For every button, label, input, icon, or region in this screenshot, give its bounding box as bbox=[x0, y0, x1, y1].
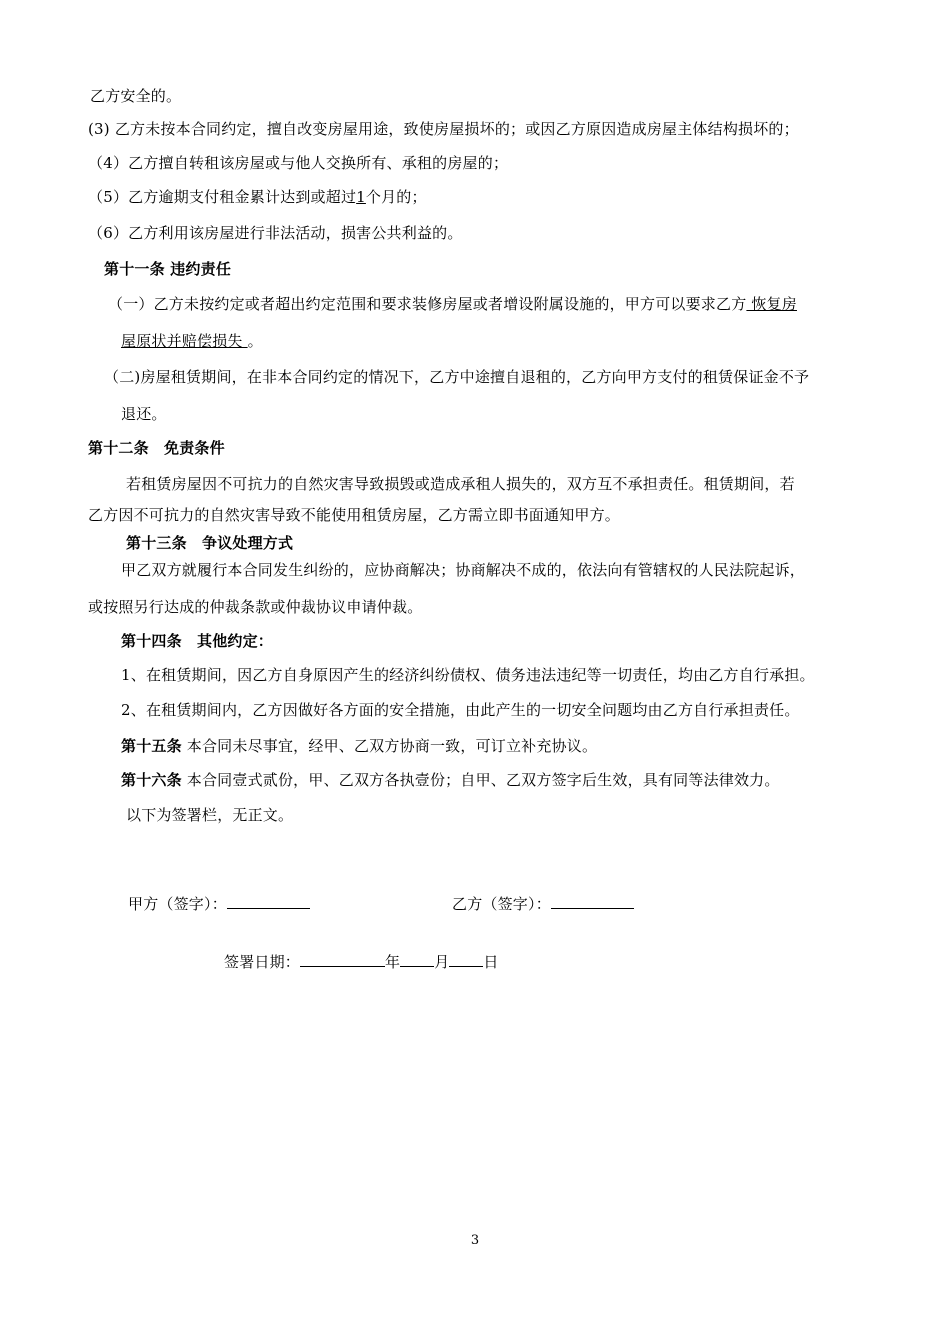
clause11-title: 第十一条 违约责任 bbox=[104, 260, 232, 278]
signing-date-label: 签署日期： bbox=[224, 953, 301, 971]
clause12-title: 第十二条 免责条件 bbox=[88, 439, 225, 457]
clause12-line1: 若租赁房屋因不可抗力的自然灾害导致损毁或造成承租人损失的，双方互不承担责任。租赁期间，若 bbox=[126, 475, 795, 493]
clause11-para1-line2 bbox=[121, 331, 263, 351]
clause12-line2: 乙方因不可抗力的自然灾害导致不能使用租赁房屋，乙方需立即书面通知甲方。 bbox=[88, 506, 621, 524]
clause16 bbox=[121, 770, 780, 790]
clause13-title: 第十三条 争议处理方式 bbox=[126, 534, 294, 552]
clause11-para2-line2: 退还。 bbox=[121, 405, 167, 423]
signing-date-day: 日 bbox=[483, 953, 499, 971]
page-number: 3 bbox=[470, 1233, 480, 1248]
signing-date-year: 年 bbox=[385, 953, 401, 971]
clause10-item5 bbox=[88, 187, 427, 207]
clause10-item5-post: 个月的； bbox=[365, 188, 427, 206]
clause11-para1-underline1: 恢复房 bbox=[746, 295, 797, 313]
clause11-para2-line1: （二)房屋租赁期间，在非本合同约定的情况下，乙方中途擅自退租的，乙方向甲方支付的租赁保证金不予 bbox=[104, 368, 810, 386]
clause11-para1-text: （一）乙方未按约定或者超出约定范围和要求装修房屋或者增设附属设施的，甲方可以要求乙方 bbox=[108, 295, 747, 313]
signing-date-day-line bbox=[449, 951, 483, 967]
signing-date-year-line bbox=[300, 951, 385, 967]
clause10-item5-months: 1 bbox=[356, 188, 366, 206]
clause14-item2: 2、在租赁期间内，乙方因做好各方面的安全措施，由此产生的一切安全问题均由乙方自行承担责任。 bbox=[121, 701, 800, 719]
clause13-line2: 或按照另行达成的仲裁条款或仲裁协议申请仲裁。 bbox=[88, 598, 423, 616]
clause10-item4: （4）乙方擅自转租该房屋或与他人交换所有、承租的房屋的； bbox=[88, 154, 509, 172]
clause13-line1: 甲乙双方就履行本合同发生纠纷的，应协商解决；协商解决不成的，依法向有管辖权的人民法院起诉， bbox=[121, 561, 806, 579]
signing-date bbox=[224, 951, 499, 972]
signing-date-month: 月 bbox=[434, 953, 450, 971]
clause15 bbox=[121, 736, 597, 756]
clause16-text: 本合同壹式贰份，甲、乙双方各执壹份；自甲、乙双方签字后生效，具有同等法律效力。 bbox=[181, 771, 780, 789]
party-a-signature-line bbox=[227, 893, 310, 909]
party-a-label: 甲方（签字）： bbox=[128, 895, 227, 913]
clause11-para1-underline2: 屋原状并赔偿损失 bbox=[121, 332, 248, 350]
clause15-text: 本合同未尽事宜，经甲、乙双方协商一致，可订立补充协议。 bbox=[181, 737, 598, 755]
clause11-para1-end: 。 bbox=[247, 332, 263, 350]
clause10-item3: (3) 乙方未按本合同约定，擅自改变房屋用途，致使房屋损坏的；或因乙方原因造成房屋主体结构损坏的； bbox=[88, 120, 799, 138]
party-a-signature bbox=[128, 893, 310, 914]
party-b-signature-line bbox=[551, 893, 634, 909]
signature-note: 以下为签署栏，无正文。 bbox=[126, 806, 294, 824]
clause10-item5-pre: （5）乙方逾期支付租金累计达到或超过 bbox=[88, 188, 357, 206]
clause14-title: 第十四条 其他约定： bbox=[121, 632, 274, 650]
clause11-para1-line1 bbox=[108, 294, 797, 314]
clause14-item1: 1、在租赁期间，因乙方自身原因产生的经济纠纷债权、债务违法违纪等一切责任，均由乙方自行承担。 bbox=[121, 666, 815, 684]
clause16-title: 第十六条 bbox=[121, 771, 182, 789]
signing-date-month-line bbox=[400, 951, 434, 967]
clause15-title: 第十五条 bbox=[121, 737, 182, 755]
party-b-signature bbox=[452, 893, 634, 914]
clause10-continuation: 乙方安全的。 bbox=[90, 87, 182, 105]
clause10-item6: （6）乙方利用该房屋进行非法活动，损害公共利益的。 bbox=[88, 224, 463, 242]
party-b-label: 乙方（签字）： bbox=[452, 895, 551, 913]
